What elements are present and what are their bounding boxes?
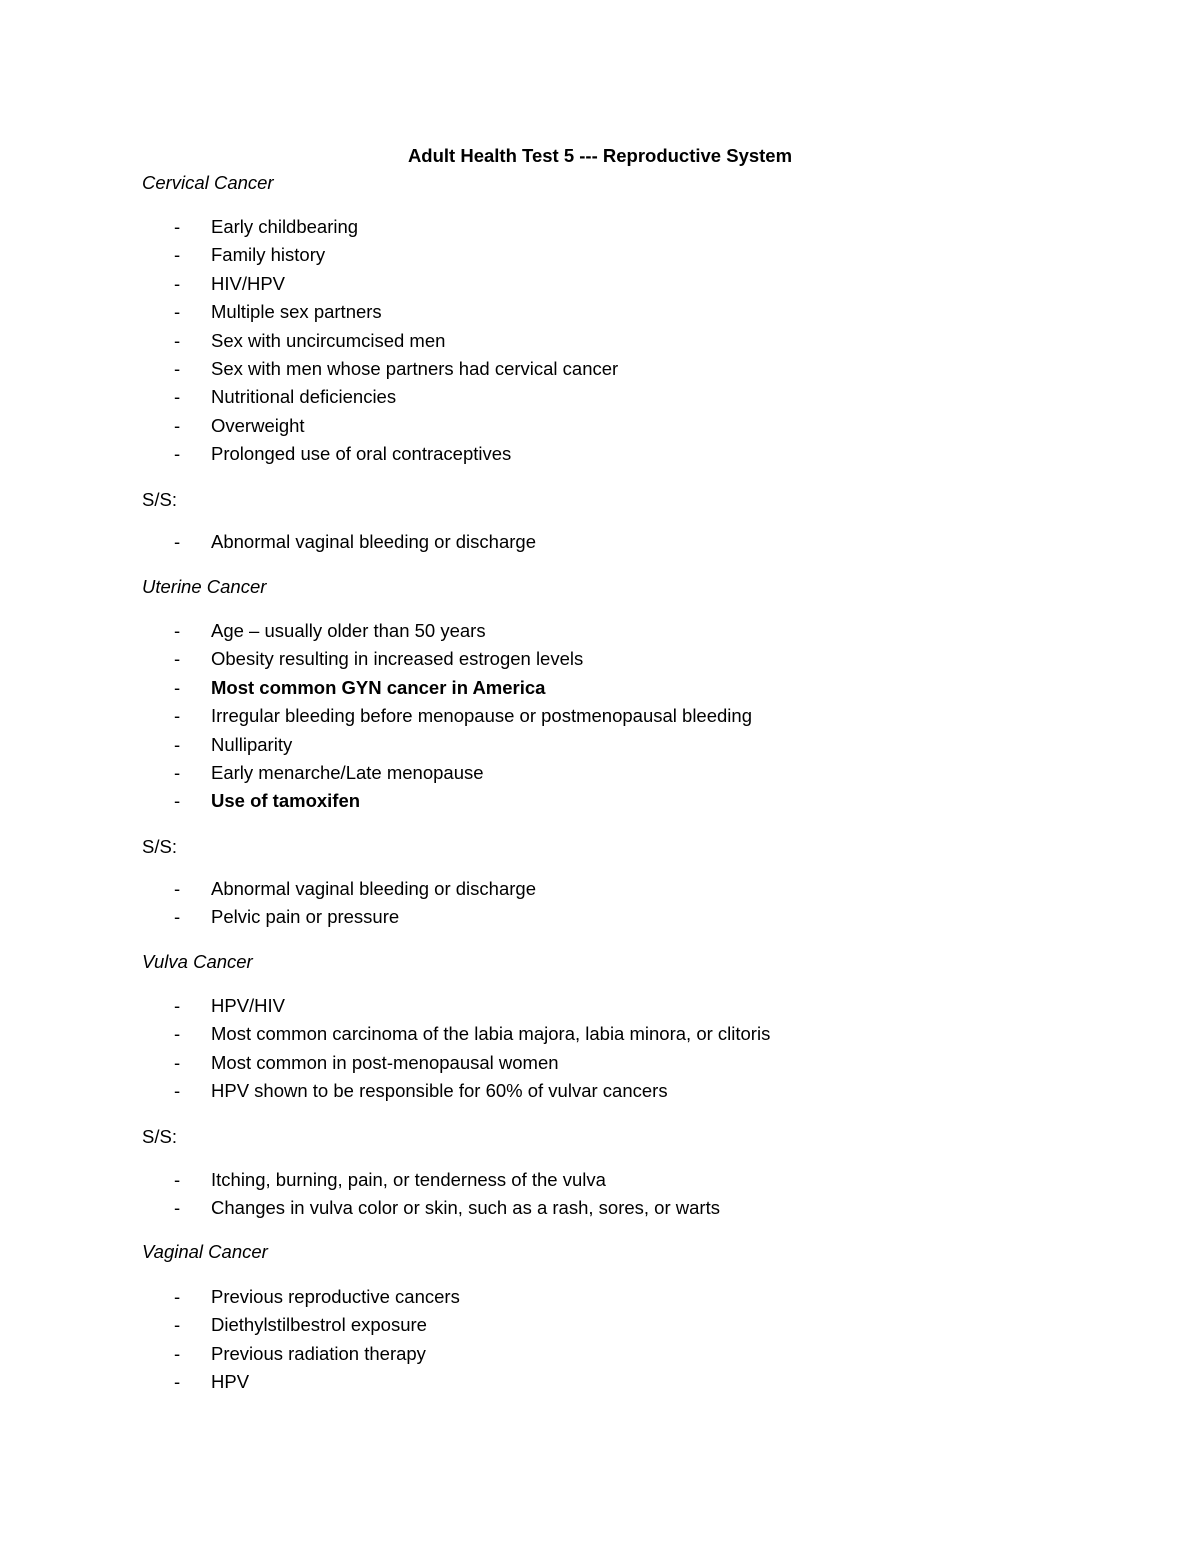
bullet-dash: - — [174, 1169, 181, 1190]
bullet-dash: - — [174, 878, 181, 899]
list-item-text: Family history — [211, 244, 326, 266]
bullet-dash: - — [174, 1051, 181, 1073]
section-heading-uterine: Uterine Cancer — [142, 576, 267, 597]
bullet-dash: - — [174, 272, 181, 294]
bullet-dash: - — [174, 386, 181, 408]
bullet-dash: - — [174, 906, 181, 928]
bullet-dash: - — [174, 1371, 181, 1393]
bullet-dash: - — [174, 705, 181, 727]
list-item-text: Most common in post-menopausal women — [211, 1051, 559, 1073]
list-item-text: Early menarche/Late menopause — [211, 761, 484, 783]
section-heading-vulva: Vulva Cancer — [142, 951, 253, 972]
list-item-text: Sex with men whose partners had cervical cancer — [211, 357, 619, 379]
list-item-text: Most common carcinoma of the labia majora, labia minora, or clitoris — [211, 1023, 771, 1045]
bullet-dash: - — [174, 1023, 181, 1045]
bullet-dash: - — [174, 244, 181, 266]
bullet-dash: - — [174, 216, 181, 237]
ss-label-cervical: S/S: — [142, 489, 177, 510]
bullet-dash: - — [174, 329, 181, 351]
bullet-dash: - — [174, 443, 181, 465]
list-item-text: Itching, burning, pain, or tenderness of the vulva — [211, 1169, 606, 1190]
bullet-dash: - — [174, 301, 181, 323]
bullet-dash: - — [174, 1286, 181, 1307]
list-item-text: HPV — [211, 1371, 250, 1393]
list-item-text: Abnormal vaginal bleeding or discharge — [211, 878, 536, 899]
list-item-text: HPV/HIV — [211, 995, 286, 1016]
list-item-text: HPV shown to be responsible for 60% of vulvar cancers — [211, 1080, 668, 1102]
list-item-text: Nutritional deficiencies — [211, 386, 397, 408]
bullet-dash: - — [174, 1314, 181, 1336]
section-heading-cervical: Cervical Cancer — [142, 172, 274, 193]
bullet-dash: - — [174, 995, 181, 1016]
list-item-text: Irregular bleeding before menopause or postmenopausal bleeding — [211, 705, 752, 727]
list-item-text: Most common GYN cancer in America — [211, 676, 546, 698]
list-item-text: Changes in vulva color or skin, such as a rash, sores, or warts — [211, 1197, 720, 1219]
list-item-text: Multiple sex partners — [211, 301, 382, 323]
list-item-text: Early childbearing — [211, 216, 359, 237]
list-item-text: Age – usually older than 50 years — [211, 620, 486, 641]
section-heading-vaginal: Vaginal Cancer — [142, 1241, 268, 1262]
list-item-text: Abnormal vaginal bleeding or discharge — [211, 531, 536, 552]
bullet-dash: - — [174, 1197, 181, 1219]
bullet-dash: - — [174, 531, 181, 552]
ss-label-vulva: S/S: — [142, 1126, 177, 1147]
list-item-text: Overweight — [211, 414, 305, 436]
bullet-dash: - — [174, 414, 181, 436]
list-item-text: Nulliparity — [211, 733, 293, 755]
list-item-text: HIV/HPV — [211, 272, 286, 294]
bullet-dash: - — [174, 1342, 181, 1364]
bullet-dash: - — [174, 357, 181, 379]
list-item-text: Diethylstilbestrol exposure — [211, 1314, 427, 1336]
bullet-dash: - — [174, 648, 181, 670]
list-item-text: Use of tamoxifen — [211, 790, 361, 812]
bullet-dash: - — [174, 676, 181, 698]
bullet-dash: - — [174, 733, 181, 755]
list-item-text: Obesity resulting in increased estrogen levels — [211, 648, 584, 670]
ss-label-uterine: S/S: — [142, 836, 177, 857]
bullet-dash: - — [174, 1080, 181, 1102]
list-item-text: Pelvic pain or pressure — [211, 906, 400, 928]
list-item-text: Previous radiation therapy — [211, 1342, 426, 1364]
bullet-dash: - — [174, 620, 181, 641]
bullet-dash: - — [174, 790, 181, 812]
list-item-text: Sex with uncircumcised men — [211, 329, 446, 351]
list-item-text: Previous reproductive cancers — [211, 1286, 460, 1307]
bullet-dash: - — [174, 761, 181, 783]
list-item-text: Prolonged use of oral contraceptives — [211, 443, 512, 465]
page-title: Adult Health Test 5 --- Reproductive System — [407, 145, 793, 166]
